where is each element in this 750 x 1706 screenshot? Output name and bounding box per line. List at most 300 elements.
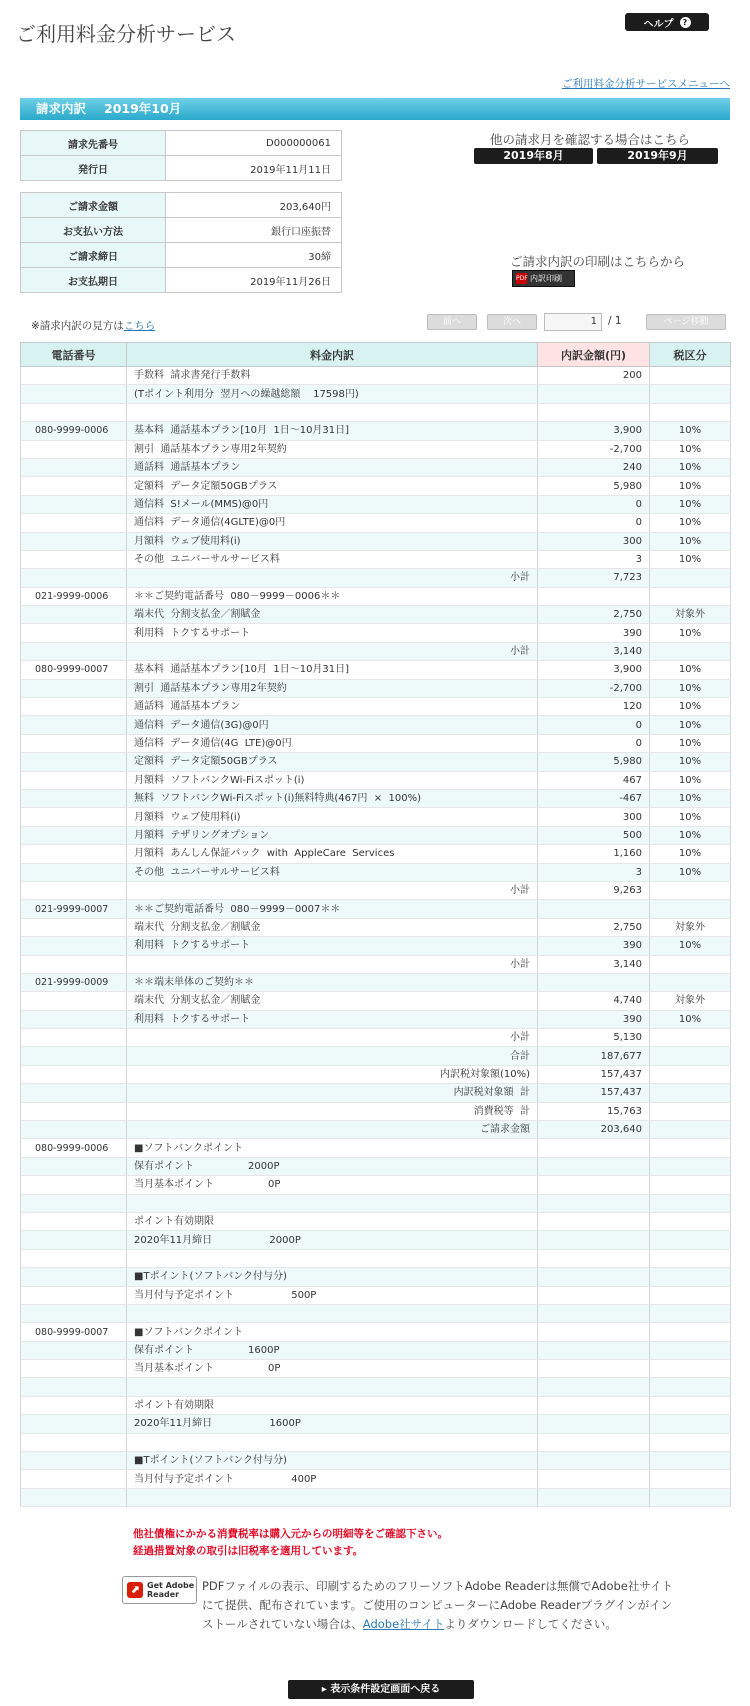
- detail-cell: [127, 403, 538, 421]
- other-month-prompt: 他の請求月を確認する場合はこちら: [490, 132, 691, 147]
- print-button[interactable]: [512, 270, 575, 287]
- phone-cell: [21, 1084, 127, 1102]
- tax-cell: [650, 900, 731, 918]
- tax-cell: 10%: [650, 808, 731, 826]
- amount-cell: [538, 1212, 650, 1230]
- table-row: [21, 845, 731, 863]
- detail-cell: 通信料 データ通信(3G)@0円: [127, 716, 538, 734]
- phone-cell: [21, 495, 127, 513]
- detail-cell: [127, 1249, 538, 1267]
- phone-cell: [21, 440, 127, 458]
- adobe-text-suffix: よりダウンロードしてください。: [444, 1617, 617, 1631]
- table-row: [21, 1470, 731, 1488]
- info-value: 2019年11月11日: [166, 156, 342, 181]
- table-row: [21, 385, 731, 403]
- column-header-phone: 電話番号: [21, 343, 127, 367]
- amount-cell: 1,160: [538, 845, 650, 863]
- detail-cell: 割引 通話基本プラン専用2年契約: [127, 440, 538, 458]
- table-row: [21, 1121, 731, 1139]
- tax-cell: 10%: [650, 679, 731, 697]
- table-row: [21, 1304, 731, 1322]
- phone-cell: [21, 550, 127, 568]
- phone-cell: 080-9999-0007: [21, 661, 127, 679]
- table-row: [21, 789, 731, 807]
- phone-cell: [21, 1047, 127, 1065]
- detail-cell: 当月付与予定ポイント 400P: [127, 1470, 538, 1488]
- tax-note: 経過措置対象の取引は旧税率を適用しています。: [133, 1545, 364, 1557]
- table-row: [21, 900, 731, 918]
- amount-cell: [538, 1452, 650, 1470]
- phone-cell: [21, 918, 127, 936]
- tax-cell: [650, 1433, 731, 1451]
- amount-cell: [538, 1286, 650, 1304]
- tax-cell: 10%: [650, 458, 731, 476]
- tax-cell: [650, 1065, 731, 1083]
- tax-cell: [650, 1121, 731, 1139]
- amount-cell: [538, 1249, 650, 1267]
- phone-cell: [21, 992, 127, 1010]
- table-row: [21, 642, 731, 660]
- phone-cell: [21, 808, 127, 826]
- info-value: D000000061: [166, 131, 342, 156]
- phone-cell: [21, 845, 127, 863]
- table-row: [21, 1139, 731, 1157]
- page-number-input[interactable]: 1: [544, 313, 602, 331]
- info-key: 発行日: [21, 156, 166, 181]
- tax-cell: [650, 385, 731, 403]
- tax-cell: [650, 1139, 731, 1157]
- tax-cell: 10%: [650, 477, 731, 495]
- amount-cell: 7,723: [538, 569, 650, 587]
- detail-cell: 通信料 データ通信(4GLTE)@0円: [127, 514, 538, 532]
- amount-cell: -467: [538, 789, 650, 807]
- detail-cell: その他 ユニバーサルサービス料: [127, 550, 538, 568]
- detail-cell: ■Tポイント(ソフトバンク付与分): [127, 1452, 538, 1470]
- column-header-tax: 税区分: [650, 343, 731, 367]
- amount-cell: 187,677: [538, 1047, 650, 1065]
- amount-cell: 500: [538, 826, 650, 844]
- phone-cell: [21, 1378, 127, 1396]
- info-value: 銀行口座振替: [166, 218, 342, 243]
- amount-cell: [538, 1268, 650, 1286]
- detail-cell: [127, 1433, 538, 1451]
- detail-cell: 2020年11月締日 2000P: [127, 1231, 538, 1249]
- tax-cell: 10%: [650, 826, 731, 844]
- info-value: 30締: [166, 243, 342, 268]
- info-key: お支払い方法: [21, 218, 166, 243]
- detail-cell: 保有ポイント 2000P: [127, 1157, 538, 1175]
- amount-cell: 157,437: [538, 1065, 650, 1083]
- tax-cell: 10%: [650, 863, 731, 881]
- tax-cell: 対象外: [650, 992, 731, 1010]
- detail-cell: 手数料 請求書発行手数料: [127, 367, 538, 385]
- tax-cell: [650, 973, 731, 991]
- detail-cell: ポイント有効期限: [127, 1396, 538, 1414]
- phone-cell: [21, 458, 127, 476]
- amount-cell: 4,740: [538, 992, 650, 1010]
- tax-cell: [650, 1488, 731, 1506]
- phone-cell: [21, 1304, 127, 1322]
- prev-page-button[interactable]: 前へ: [427, 314, 477, 330]
- amount-cell: 3,140: [538, 642, 650, 660]
- tax-cell: [650, 1323, 731, 1341]
- phone-cell: [21, 771, 127, 789]
- tax-cell: [650, 1378, 731, 1396]
- detail-cell: 2020年11月締日 1600P: [127, 1415, 538, 1433]
- adobe-reader-text: [202, 1577, 682, 1634]
- service-menu-link[interactable]: ご利用料金分析サービスメニューへ: [562, 78, 730, 90]
- detail-cell: 割引 通話基本プラン専用2年契約: [127, 679, 538, 697]
- section-title: 請求内訳: [36, 101, 87, 116]
- table-header-row: [21, 343, 731, 367]
- detail-cell: ポイント有効期限: [127, 1212, 538, 1230]
- tax-cell: [650, 569, 731, 587]
- table-row: [21, 1286, 731, 1304]
- tax-cell: [650, 1231, 731, 1249]
- phone-cell: [21, 1341, 127, 1359]
- phone-cell: [21, 1176, 127, 1194]
- tax-cell: 10%: [650, 550, 731, 568]
- adobe-site-link[interactable]: Adobe社サイト: [362, 1617, 445, 1631]
- page-total: / 1: [608, 315, 622, 327]
- detail-cell: ＊＊ご契約電話番号 080－9999－0007＊＊: [127, 900, 538, 918]
- amount-cell: [538, 1341, 650, 1359]
- detail-cell: 当月基本ポイント 0P: [127, 1360, 538, 1378]
- tax-cell: [650, 1176, 731, 1194]
- tax-cell: [650, 1157, 731, 1175]
- table-row: [21, 698, 731, 716]
- tax-cell: [650, 1212, 731, 1230]
- tax-cell: 対象外: [650, 918, 731, 936]
- detail-cell: 内訳税対象額(10%): [127, 1065, 538, 1083]
- phone-cell: [21, 1433, 127, 1451]
- table-row: [21, 458, 731, 476]
- detail-cell: (Tポイント利用分 翌月への繰越総額 17598円): [127, 385, 538, 403]
- tax-cell: [650, 1286, 731, 1304]
- detail-cell: [127, 1488, 538, 1506]
- info-value: 2019年11月26日: [166, 268, 342, 293]
- amount-cell: [538, 1139, 650, 1157]
- amount-cell: 9,263: [538, 881, 650, 899]
- help-button[interactable]: [625, 13, 709, 31]
- detail-cell: 無料 ソフトバンクWi-Fiスポット(i)無料特典(467円 × 100%): [127, 789, 538, 807]
- adobe-reader-icon: ⬈: [127, 1582, 143, 1598]
- detail-cell: 当月付与予定ポイント 500P: [127, 1286, 538, 1304]
- adobe-badge-text: [147, 1581, 194, 1599]
- table-row: [21, 1360, 731, 1378]
- tax-cell: [650, 1047, 731, 1065]
- detail-cell: 端末代 分割支払金／割賦金: [127, 918, 538, 936]
- table-row: [21, 881, 731, 899]
- amount-cell: [538, 1378, 650, 1396]
- print-prompt: ご請求内訳の印刷はこちらから: [510, 254, 686, 269]
- amount-cell: [538, 1157, 650, 1175]
- detail-cell: 定額料 データ定額50GBプラス: [127, 753, 538, 771]
- phone-cell: [21, 532, 127, 550]
- phone-cell: [21, 514, 127, 532]
- billing-month: 2019年10月: [104, 101, 182, 116]
- phone-cell: [21, 1360, 127, 1378]
- question-icon: ?: [680, 17, 691, 28]
- detail-cell: 消費税等 計: [127, 1102, 538, 1120]
- help-button-label: ヘルプ: [643, 18, 674, 30]
- amount-cell: 0: [538, 734, 650, 752]
- tax-cell: 10%: [650, 734, 731, 752]
- table-row: [21, 606, 731, 624]
- phone-cell: [21, 1157, 127, 1175]
- info-row: [21, 218, 342, 243]
- info-value: 203,640円: [166, 193, 342, 218]
- phone-cell: [21, 624, 127, 642]
- table-row: [21, 808, 731, 826]
- amount-cell: [538, 1194, 650, 1212]
- detail-cell: ご請求金額: [127, 1121, 538, 1139]
- detail-cell: 小計: [127, 881, 538, 899]
- detail-cell: 合計: [127, 1047, 538, 1065]
- tax-cell: [650, 403, 731, 421]
- phone-cell: 080-9999-0006: [21, 422, 127, 440]
- table-row: [21, 918, 731, 936]
- amount-cell: 3,900: [538, 422, 650, 440]
- tax-cell: 10%: [650, 937, 731, 955]
- detail-cell: 月額料 ウェブ使用料(i): [127, 808, 538, 826]
- table-row: [21, 992, 731, 1010]
- tax-cell: [650, 1102, 731, 1120]
- detail-cell: [127, 1194, 538, 1212]
- info-row: [21, 156, 342, 181]
- amount-cell: [538, 587, 650, 605]
- column-header-detail: 料金内訳: [127, 343, 538, 367]
- phone-cell: [21, 753, 127, 771]
- table-row: [21, 1084, 731, 1102]
- tax-cell: [650, 642, 731, 660]
- phone-cell: [21, 606, 127, 624]
- amount-cell: [538, 900, 650, 918]
- table-row: [21, 937, 731, 955]
- table-row: [21, 1452, 731, 1470]
- table-row: [21, 1194, 731, 1212]
- table-body: [21, 367, 731, 1507]
- table-row: [21, 532, 731, 550]
- detail-cell: 通話料 通話基本プラン: [127, 458, 538, 476]
- phone-cell: [21, 789, 127, 807]
- table-row: [21, 1231, 731, 1249]
- tax-cell: [650, 1415, 731, 1433]
- table-row: [21, 1433, 731, 1451]
- table-row: [21, 1488, 731, 1506]
- table-row: [21, 826, 731, 844]
- amount-cell: 390: [538, 937, 650, 955]
- detail-cell: ＊＊端末単体のご契約＊＊: [127, 973, 538, 991]
- phone-cell: [21, 1452, 127, 1470]
- tax-cell: [650, 1268, 731, 1286]
- phone-cell: [21, 734, 127, 752]
- amount-cell: [538, 1433, 650, 1451]
- amount-cell: 300: [538, 532, 650, 550]
- amount-cell: [538, 385, 650, 403]
- amount-cell: 5,980: [538, 477, 650, 495]
- tax-cell: 10%: [650, 771, 731, 789]
- table-row: [21, 1378, 731, 1396]
- amount-cell: 3: [538, 863, 650, 881]
- amount-cell: 3,900: [538, 661, 650, 679]
- phone-cell: 021-9999-0007: [21, 900, 127, 918]
- amount-cell: 3: [538, 550, 650, 568]
- info-key: 請求先番号: [21, 131, 166, 156]
- amount-cell: -2,700: [538, 679, 650, 697]
- phone-cell: [21, 955, 127, 973]
- phone-cell: 080-9999-0007: [21, 1323, 127, 1341]
- table-row: [21, 477, 731, 495]
- amount-cell: [538, 1304, 650, 1322]
- table-row: [21, 403, 731, 421]
- phone-cell: [21, 1212, 127, 1230]
- table-row: [21, 1029, 731, 1047]
- table-row: [21, 661, 731, 679]
- amount-cell: 5,980: [538, 753, 650, 771]
- tax-cell: [650, 1396, 731, 1414]
- phone-cell: [21, 698, 127, 716]
- tax-cell: [650, 955, 731, 973]
- amount-cell: 300: [538, 808, 650, 826]
- detail-cell: ■Tポイント(ソフトバンク付与分): [127, 1268, 538, 1286]
- table-row: [21, 1065, 731, 1083]
- phone-cell: [21, 1029, 127, 1047]
- amount-cell: 203,640: [538, 1121, 650, 1139]
- page-move-button[interactable]: ページ移動: [646, 314, 726, 330]
- tax-cell: [650, 1304, 731, 1322]
- month-button-2019-09[interactable]: 2019年9月: [597, 148, 718, 164]
- month-button-2019-08[interactable]: 2019年8月: [474, 148, 593, 164]
- detail-cell: 月額料 ソフトバンクWi-Fiスポット(i): [127, 771, 538, 789]
- billing-detail-table: [20, 342, 731, 1507]
- detail-cell: 基本料 通話基本プラン[10月 1日～10月31日]: [127, 661, 538, 679]
- detail-cell: 通信料 データ通信(4G LTE)@0円: [127, 734, 538, 752]
- adobe-badge-top: Get Adobe: [147, 1581, 195, 1590]
- tax-cell: [650, 1249, 731, 1267]
- phone-cell: [21, 1286, 127, 1304]
- amount-cell: [538, 403, 650, 421]
- phone-cell: 080-9999-0006: [21, 1139, 127, 1157]
- back-to-settings-button[interactable]: ▸ 表示条件設定画面へ戻る: [288, 1680, 474, 1699]
- amount-cell: 157,437: [538, 1084, 650, 1102]
- page-title: ご利用料金分析サービス: [16, 22, 236, 46]
- tax-cell: [650, 1470, 731, 1488]
- phone-cell: [21, 385, 127, 403]
- tax-cell: [650, 367, 731, 385]
- info-key: お支払期日: [21, 268, 166, 293]
- table-row: [21, 1157, 731, 1175]
- table-row: [21, 1102, 731, 1120]
- amount-cell: 15,763: [538, 1102, 650, 1120]
- amount-cell: [538, 1488, 650, 1506]
- tax-cell: [650, 881, 731, 899]
- table-row: [21, 734, 731, 752]
- phone-cell: [21, 642, 127, 660]
- detail-cell: 小計: [127, 642, 538, 660]
- column-header-amount: 内訳金額(円): [538, 343, 650, 367]
- detail-cell: [127, 1304, 538, 1322]
- print-button-label: 内訳印刷: [530, 274, 562, 283]
- phone-cell: [21, 1194, 127, 1212]
- detail-cell: 定額料 データ定額50GBプラス: [127, 477, 538, 495]
- tax-cell: [650, 1084, 731, 1102]
- tax-cell: [650, 587, 731, 605]
- table-row: [21, 550, 731, 568]
- tax-cell: 対象外: [650, 606, 731, 624]
- detail-cell: 当月基本ポイント 0P: [127, 1176, 538, 1194]
- phone-cell: [21, 863, 127, 881]
- table-row: [21, 679, 731, 697]
- amount-cell: 2,750: [538, 918, 650, 936]
- phone-cell: 021-9999-0009: [21, 973, 127, 991]
- phone-cell: [21, 1415, 127, 1433]
- tax-cell: [650, 1360, 731, 1378]
- tax-cell: [650, 1194, 731, 1212]
- table-row: [21, 1176, 731, 1194]
- table-row: [21, 587, 731, 605]
- table-row: [21, 863, 731, 881]
- tax-cell: 10%: [650, 661, 731, 679]
- tax-cell: [650, 1341, 731, 1359]
- detail-cell: 利用料 トクするサポート: [127, 937, 538, 955]
- howto-note: [31, 318, 155, 333]
- table-row: [21, 440, 731, 458]
- detail-cell: ＊＊ご契約電話番号 080－9999－0006＊＊: [127, 587, 538, 605]
- detail-cell: 利用料 トクするサポート: [127, 1010, 538, 1028]
- phone-cell: [21, 1010, 127, 1028]
- detail-cell: [127, 1378, 538, 1396]
- detail-cell: ■ソフトバンクポイント: [127, 1139, 538, 1157]
- phone-cell: [21, 569, 127, 587]
- howto-link[interactable]: こちら: [123, 320, 156, 332]
- payment-info-table: [20, 192, 342, 293]
- tax-cell: [650, 1029, 731, 1047]
- detail-cell: 月額料 あんしん保証パック with AppleCare Services: [127, 845, 538, 863]
- detail-cell: 保有ポイント 1600P: [127, 1341, 538, 1359]
- next-page-button[interactable]: 次へ: [487, 314, 537, 330]
- info-key: ご請求締日: [21, 243, 166, 268]
- tax-cell: 10%: [650, 440, 731, 458]
- tax-cell: 10%: [650, 845, 731, 863]
- adobe-reader-badge[interactable]: [122, 1576, 197, 1604]
- detail-cell: 小計: [127, 955, 538, 973]
- table-row: [21, 973, 731, 991]
- phone-cell: [21, 1102, 127, 1120]
- info-key: ご請求金額: [21, 193, 166, 218]
- tax-cell: 10%: [650, 789, 731, 807]
- detail-cell: 内訳税対象額 計: [127, 1084, 538, 1102]
- phone-cell: [21, 826, 127, 844]
- adobe-text: PDFファイルの表示、印刷するためのフリーソフトAdobe Readerは無償でAdobe社サイトにて提供、配布されています。ご使用のコンピューターにAdobe Readerプラグインがインストールされていない場合は、: [202, 1579, 674, 1631]
- amount-cell: 5,130: [538, 1029, 650, 1047]
- phone-cell: [21, 1470, 127, 1488]
- table-row: [21, 367, 731, 385]
- amount-cell: [538, 1323, 650, 1341]
- amount-cell: 0: [538, 514, 650, 532]
- phone-cell: [21, 477, 127, 495]
- table-row: [21, 1268, 731, 1286]
- tax-cell: 10%: [650, 716, 731, 734]
- tax-notes: [133, 1526, 448, 1560]
- detail-cell: ■ソフトバンクポイント: [127, 1323, 538, 1341]
- phone-cell: [21, 403, 127, 421]
- info-row: [21, 243, 342, 268]
- detail-cell: 小計: [127, 569, 538, 587]
- table-row: [21, 716, 731, 734]
- phone-cell: [21, 679, 127, 697]
- table-row: [21, 1249, 731, 1267]
